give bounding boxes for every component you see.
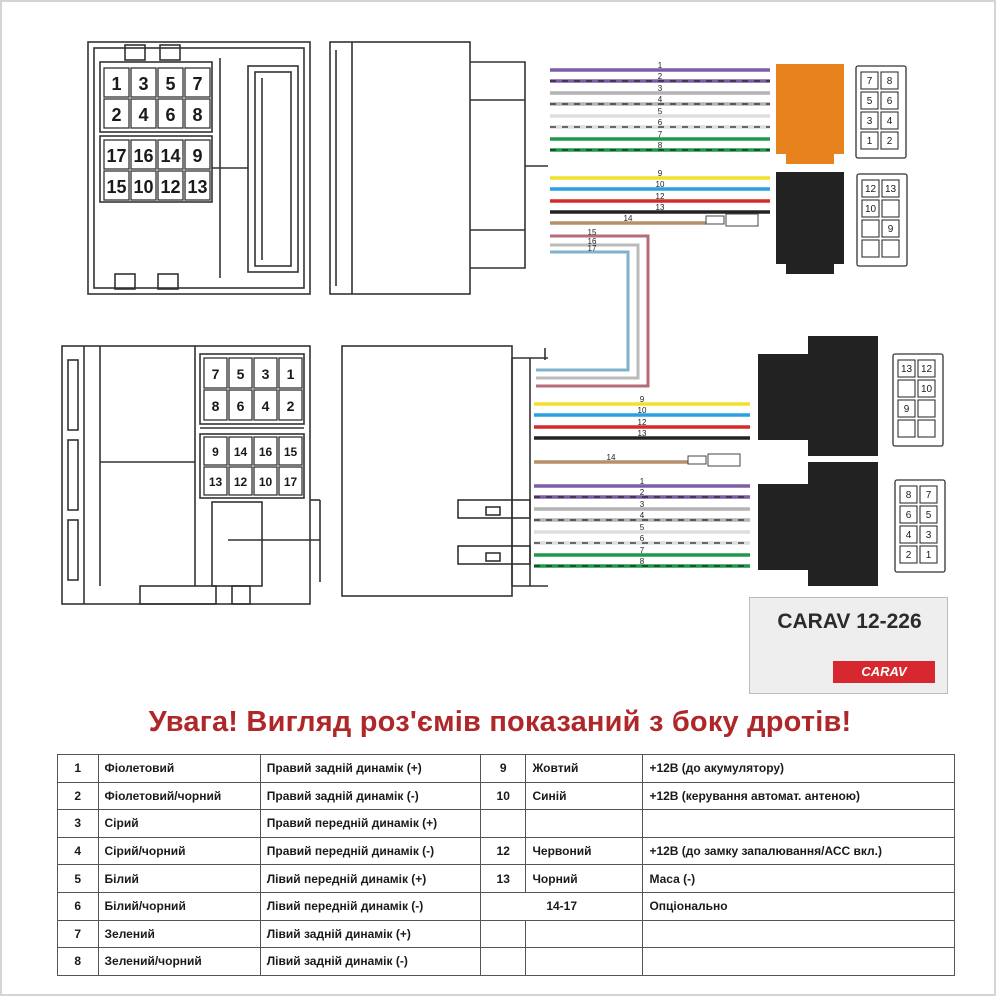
wire-label-3: 3 — [657, 84, 663, 93]
black-plug-pin-cell — [862, 220, 879, 237]
wire-label-13: 13 — [655, 203, 665, 212]
wire-label-4: 4 — [657, 95, 663, 104]
pin-number-2: 9 — [480, 755, 526, 783]
wire-function-2 — [643, 920, 955, 948]
wire-label-6: 6 — [639, 534, 645, 543]
wire-function: Правий задній динамік (+) — [260, 755, 480, 783]
lower-plug-a-pin-number: 13 — [900, 364, 913, 375]
wire-14-terminal-top — [706, 214, 758, 226]
lower-plug-b-pin-number: 5 — [925, 510, 932, 521]
bottom-pin-number: 2 — [286, 397, 295, 414]
pin-number: 5 — [58, 865, 99, 893]
top-pin-number: 12 — [160, 176, 181, 197]
pin-number: 6 — [58, 892, 99, 920]
top-pin-number: 15 — [106, 176, 127, 197]
orange-plug-pin-number: 3 — [866, 116, 873, 127]
bottom-pin-number: 16 — [258, 445, 273, 460]
pinout-table — [57, 754, 955, 976]
bottom-pin-number: 5 — [236, 365, 245, 382]
lower-plug-b-pin-number: 8 — [905, 490, 912, 501]
orange-plug-pin-number: 8 — [886, 76, 893, 87]
top-wire-bundle — [536, 70, 770, 386]
pin-number-2 — [480, 948, 526, 976]
bottom-pin-number: 4 — [261, 397, 270, 414]
wire-label-6: 6 — [657, 118, 663, 127]
wire-label-17: 17 — [587, 244, 597, 253]
wire-14-terminal-bottom — [688, 454, 740, 466]
warning-title: Увага! Вигляд роз'ємів показаний з боку дротів! — [148, 706, 852, 738]
black-plug-pin-number: 10 — [864, 204, 877, 215]
wire-color-2 — [526, 920, 643, 948]
wire-label-8: 8 — [639, 557, 645, 566]
orange-plug-pin-number: 4 — [886, 116, 893, 127]
lower-plug-a-pin-cell — [898, 380, 915, 397]
top-pin-number: 2 — [111, 104, 122, 125]
wire-function: Правий задній динамік (-) — [260, 782, 480, 810]
wire-label-13: 13 — [637, 429, 647, 438]
wire-function: Лівий передній динамік (+) — [260, 865, 480, 893]
wire-color: Фіолетовий/чорний — [98, 782, 260, 810]
top-connector-pin-grid — [104, 68, 210, 200]
orange-plug-pin-number: 7 — [866, 76, 873, 87]
lower-plug-b-pin-number: 4 — [905, 530, 912, 541]
wire-label-14: 14 — [606, 453, 616, 462]
black-plug-pin-number: 12 — [864, 184, 877, 195]
black-plug-top — [776, 172, 844, 264]
wire-17 — [536, 252, 628, 370]
bottom-connector-side — [342, 346, 548, 596]
brand-logo-text: CARAV — [861, 664, 907, 679]
wire-label-8: 8 — [657, 141, 663, 150]
black-plug-pin-cell — [862, 240, 879, 257]
wire-color: Білий — [98, 865, 260, 893]
pinout-row — [58, 782, 955, 810]
orange-plug — [776, 64, 844, 154]
wire-function: Лівий задній динамік (+) — [260, 920, 480, 948]
wire-function: Лівий передній динамік (-) — [260, 892, 480, 920]
lower-plug-b-pin-number: 7 — [925, 490, 932, 501]
black-plug-top-tab — [786, 260, 834, 274]
pinout-row — [58, 920, 955, 948]
wire-color-2: Синій — [526, 782, 643, 810]
top-pin-number: 9 — [192, 145, 203, 166]
lower-plug-b-pin-number: 6 — [905, 510, 912, 521]
wire-label-2: 2 — [657, 72, 663, 81]
wire-color-2 — [526, 810, 643, 838]
wire-color-2 — [526, 948, 643, 976]
top-pin-number: 1 — [111, 73, 122, 94]
lower-plug-a-pin-cell — [898, 420, 915, 437]
pin-number-2: 14-17 — [480, 892, 643, 920]
top-pin-number: 14 — [160, 145, 181, 166]
wire-function: Правий передній динамік (-) — [260, 837, 480, 865]
orange-plug-pin-number: 1 — [866, 136, 873, 147]
wire-function-2: +12В (керування автомат. антеною) — [643, 782, 955, 810]
wire-color: Білий/чорний — [98, 892, 260, 920]
black-plug-pin-number: 9 — [887, 224, 894, 235]
wire-function-2: Опціонально — [643, 892, 955, 920]
product-model: CARAV 12-226 — [777, 610, 922, 633]
lower-plug-a-pin-number: 10 — [920, 384, 933, 395]
orange-plug-tab — [786, 150, 834, 164]
wire-label-9: 9 — [657, 169, 663, 178]
wire-color-2: Червоний — [526, 837, 643, 865]
wire-function: Правий передній динамік (+) — [260, 810, 480, 838]
bottom-pin-number: 14 — [233, 445, 248, 460]
pinout-row — [58, 892, 955, 920]
lower-plug-b-pin-number: 2 — [905, 550, 912, 561]
wire-color: Фіолетовий — [98, 755, 260, 783]
wire-function-2 — [643, 948, 955, 976]
wire-function: Лівий задній динамік (-) — [260, 948, 480, 976]
wire-number-labels — [588, 61, 665, 566]
pinout-row — [58, 810, 955, 838]
pin-number: 4 — [58, 837, 99, 865]
wire-label-15: 15 — [587, 228, 597, 237]
wire-label-10: 10 — [655, 180, 665, 189]
black-plug-lower-a — [758, 354, 808, 440]
black-plug-pin-cell — [882, 200, 899, 217]
bottom-pin-number: 6 — [236, 397, 245, 414]
pin-number-2: 10 — [480, 782, 526, 810]
pin-number: 7 — [58, 920, 99, 948]
wire-label-12: 12 — [637, 418, 647, 427]
brand-logo — [833, 661, 935, 683]
wire-label-5: 5 — [639, 523, 645, 532]
pinout-row — [58, 865, 955, 893]
top-pin-number: 4 — [138, 104, 149, 125]
bottom-pin-number: 8 — [211, 397, 220, 414]
bottom-pin-number: 17 — [283, 475, 298, 490]
top-pin-number: 7 — [192, 73, 203, 94]
orange-plug-pin-number: 6 — [886, 96, 893, 107]
bottom-connector-pin-grid — [204, 358, 302, 495]
bottom-pin-number: 10 — [258, 475, 273, 490]
lower-plug-a-pin-cell — [918, 400, 935, 417]
black-plug-lower-a-body — [808, 336, 878, 456]
top-pin-number: 8 — [192, 104, 203, 125]
pinout-row — [58, 837, 955, 865]
orange-plug-pin-number: 2 — [886, 136, 893, 147]
black-plug-pin-cell — [882, 240, 899, 257]
lower-plug-a-pin-cell — [918, 420, 935, 437]
pin-number-2: 12 — [480, 837, 526, 865]
wire-label-3: 3 — [639, 500, 645, 509]
wire-label-14: 14 — [623, 214, 633, 223]
top-pin-number: 17 — [106, 145, 127, 166]
bottom-pin-number: 9 — [212, 445, 219, 460]
top-pin-number: 6 — [165, 104, 176, 125]
wire-label-2: 2 — [639, 488, 645, 497]
bottom-pin-number: 12 — [233, 475, 248, 490]
top-pin-number: 5 — [165, 73, 176, 94]
pin-number: 8 — [58, 948, 99, 976]
wire-16 — [536, 245, 638, 378]
lower-plug-b-pin-number: 1 — [925, 550, 932, 561]
orange-plug-pin-number: 5 — [866, 96, 873, 107]
wire-label-1: 1 — [639, 477, 645, 486]
wire-label-1: 1 — [657, 61, 663, 70]
lower-plug-a-pin-number: 9 — [903, 404, 910, 415]
wire-label-9: 9 — [639, 395, 645, 404]
bottom-pin-number: 7 — [211, 365, 220, 382]
pinout-row — [58, 755, 955, 783]
pinout-row — [58, 948, 955, 976]
top-connector-side — [330, 42, 548, 294]
pin-number-2: 13 — [480, 865, 526, 893]
pin-number-2 — [480, 810, 526, 838]
top-pin-number: 3 — [138, 73, 149, 94]
black-plug-lower-b-body — [808, 462, 878, 586]
wire-label-10: 10 — [637, 406, 647, 415]
wire-color: Сірий/чорний — [98, 837, 260, 865]
bottom-pin-number: 15 — [283, 445, 298, 460]
lower-plug-b-pin-number: 3 — [925, 530, 932, 541]
pin-number: 1 — [58, 755, 99, 783]
bottom-pin-number: 3 — [261, 365, 270, 382]
top-pin-number: 16 — [133, 145, 154, 166]
product-box — [749, 597, 948, 694]
wire-label-12: 12 — [655, 192, 665, 201]
wire-function-2: +12В (до замку запалювання/АСС вкл.) — [643, 837, 955, 865]
bottom-pin-number: 1 — [286, 365, 295, 382]
wire-label-5: 5 — [657, 107, 663, 116]
wire-color: Зелений/чорний — [98, 948, 260, 976]
wire-function-2: +12В (до акумулятору) — [643, 755, 955, 783]
pin-number: 3 — [58, 810, 99, 838]
black-plug-pin-number: 13 — [884, 184, 897, 195]
wire-color-2: Чорний — [526, 865, 643, 893]
wire-label-7: 7 — [639, 546, 645, 555]
wire-color-2: Жовтий — [526, 755, 643, 783]
wire-function-2 — [643, 810, 955, 838]
wire-color: Сірий — [98, 810, 260, 838]
bottom-pin-number: 13 — [208, 475, 223, 490]
top-pin-number: 10 — [133, 176, 154, 197]
pin-number: 2 — [58, 782, 99, 810]
lower-plug-a-pin-number: 12 — [920, 364, 933, 375]
black-plug-lower-b — [758, 484, 808, 570]
wire-label-16: 16 — [587, 237, 597, 246]
wire-15 — [536, 236, 648, 386]
top-pin-number: 13 — [187, 176, 208, 197]
wire-label-7: 7 — [657, 130, 663, 139]
wire-color: Зелений — [98, 920, 260, 948]
pin-number-2 — [480, 920, 526, 948]
wire-label-4: 4 — [639, 511, 645, 520]
wire-function-2: Маса (-) — [643, 865, 955, 893]
